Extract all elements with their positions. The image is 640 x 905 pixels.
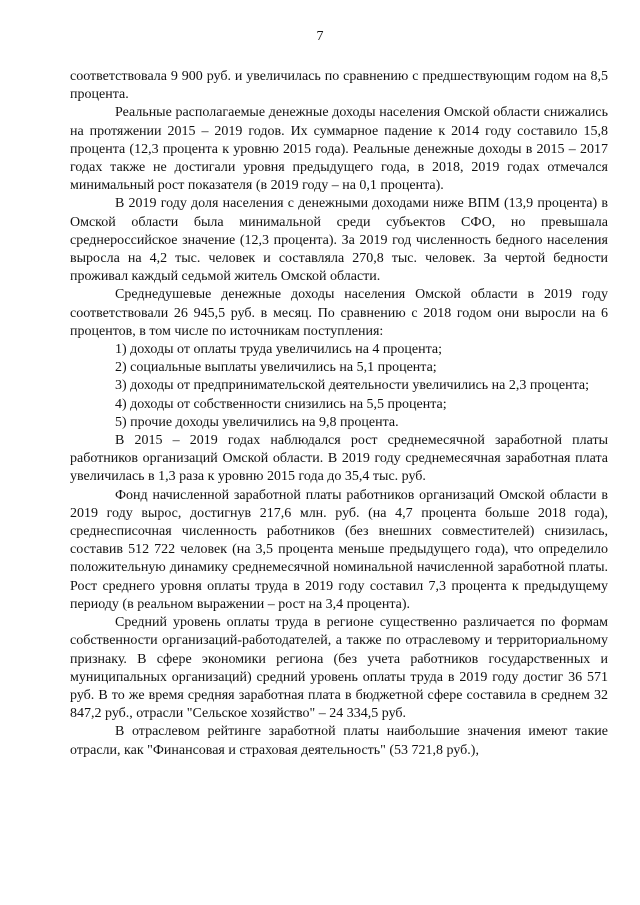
paragraph-per-capita-income: Среднедушевые денежные доходы населения Омской области в 2019 году соответствовали 26 945,5 руб. в месяц. По сравнению с 2018 годом они выросли на 6 процентов, в том числе по источникам поступления: [70, 287, 608, 339]
list-item: 4) доходы от собственности снизились на 5,5 процента; [115, 396, 447, 412]
paragraph-poverty: В 2019 году доля населения с денежными доходами ниже ВПМ (13,9 процента) в Омской области была минимальной среди субъектов СФО, но превышала среднероссийское значение (12,3 процента). За 2019 год численность бедного населения выросла на 4,2 тыс. человек и составляла 270,8 тыс. человек. За чертой бедности проживал каждый седьмой житель Омской области. [70, 196, 608, 285]
paragraph-industry-ranking: В отраслевом рейтинге заработной платы наибольшие значения имеют такие отрасли, как "Финансовая и страховая деятельность" (53 721,8 руб.), [70, 724, 608, 758]
paragraph-real-income: Реальные располагаемые денежные доходы населения Омской области снижались на протяжении 2015 – 2019 годов. Их суммарное падение к 2014 году составило 15,8 процента (12,3 процента к уровню 2015 года). Реальные денежные доходы в 2015 – 2017 годах также не достигали уровня предыдущего года, в 2018, 2019 годах отмечался минимальный рост показателя (в 2019 году – на 0,1 процента). [70, 105, 608, 194]
paragraph-wage-fund: Фонд начисленной заработной платы работников организаций Омской области в 2019 году вырос, достигнув 217,6 млн. руб. (на 4,7 процента больше 2018 года), среднесписочная численность работников (без внешних совместителей) снизилась, составив 512 722 человек (на 3,5 процента меньше предыдущего года), что определило положительную динамику среднемесячной номинальной начисленной заработной платы. Рост среднего уровня оплаты труда в 2019 году составил 7,3 процента к предыдущему периоду (в реальном выражении – рост на 3,4 процента). [70, 487, 608, 612]
paragraph-wage-differences: Средний уровень оплаты труда в регионе существенно различается по формам собственности организаций-работодателей, а также по отраслевому и территориальному признаку. В сфере экономики региона (без учета работников государственных и муниципальных организаций) средний уровень оплаты труда в 2019 году достиг 36 571 руб. В то же время средняя заработная плата в бюджетной сфере составила в среднем 32 847,2 руб., отрасли "Сельское хозяйство" – 24 334,5 руб. [70, 615, 608, 722]
body-text [70, 68, 608, 760]
page-number: 7 [316, 29, 324, 44]
paragraph-wage-growth: В 2015 – 2019 годах наблюдался рост среднемесячной заработной платы работников организаций Омской области. В 2019 году среднемесячная заработная плата увеличилась в 1,3 раза к уровню 2015 года до 35,4 тыс. руб. [70, 433, 608, 485]
list-item: 1) доходы от оплаты труда увеличились на 4 процента; [115, 342, 442, 358]
paragraph-continuation: соответствовала 9 900 руб. и увеличилась по сравнению с предшествующим годом на 8,5 процента. [70, 69, 608, 103]
list-item: 5) прочие доходы увеличились на 9,8 процента. [115, 414, 399, 430]
list-item: 2) социальные выплаты увеличились на 5,1 процента; [115, 360, 437, 376]
list-item: 3) доходы от предпринимательской деятельности увеличились на 2,3 процента; [115, 378, 589, 394]
